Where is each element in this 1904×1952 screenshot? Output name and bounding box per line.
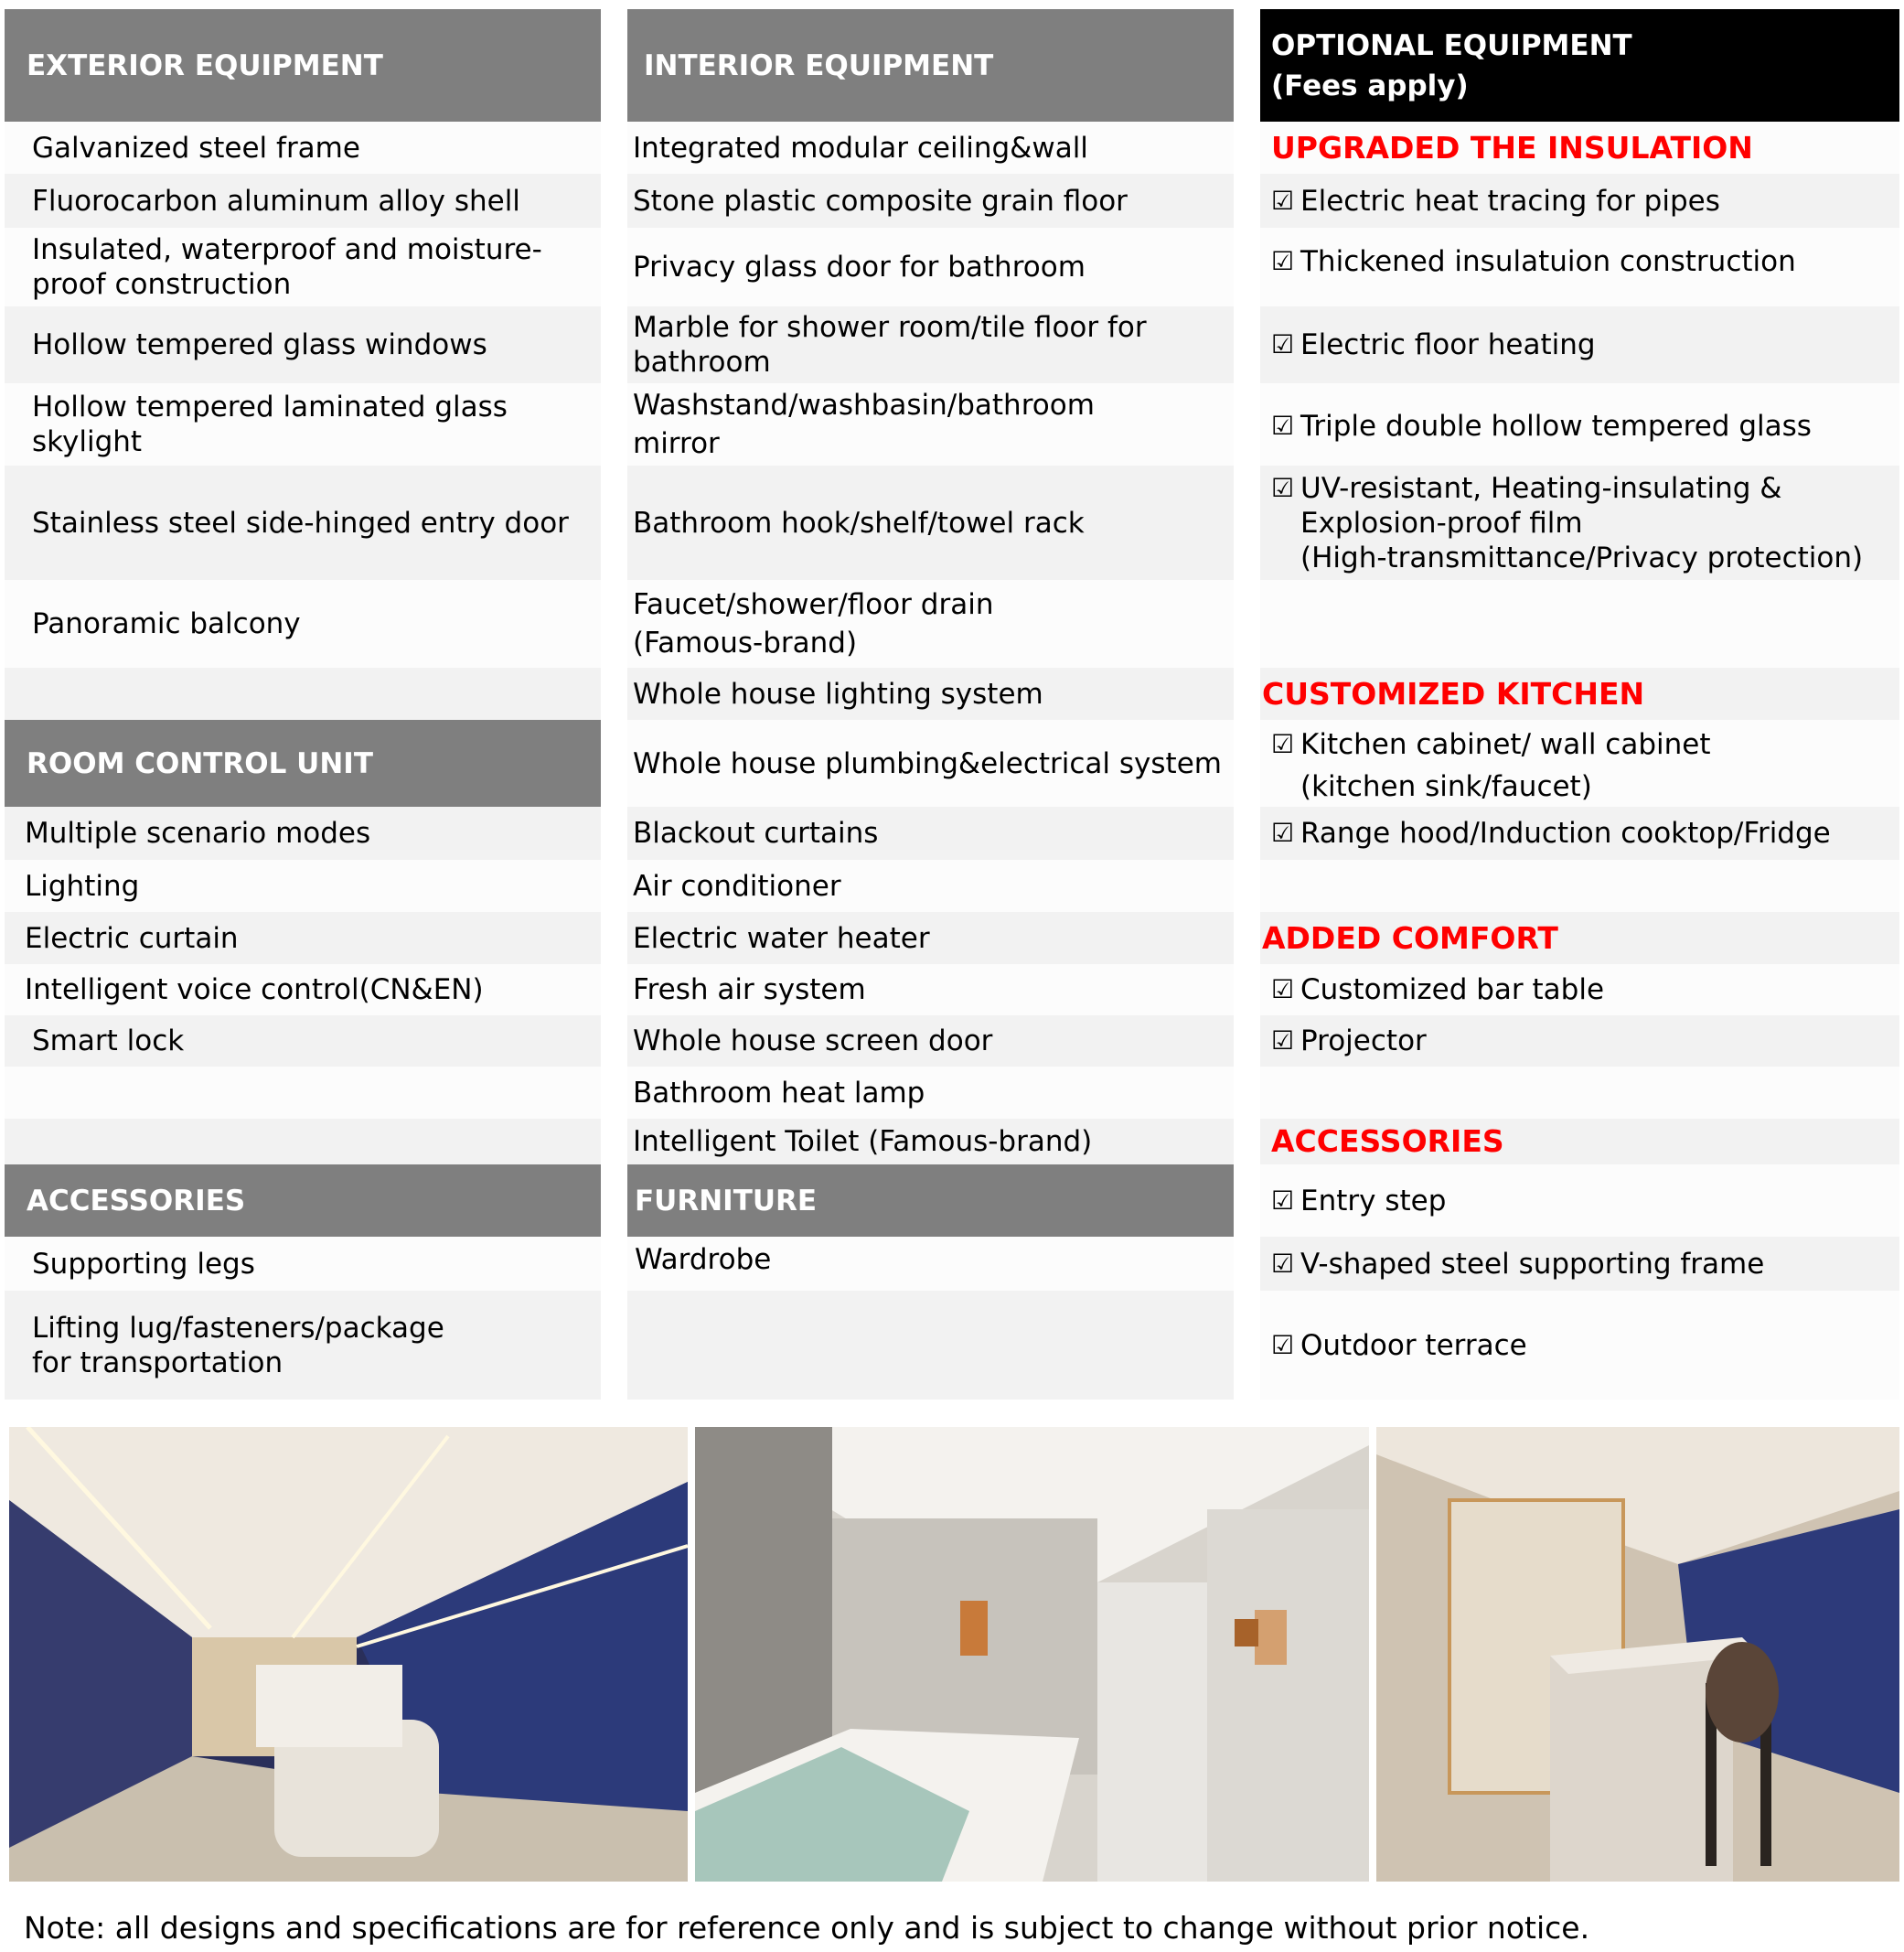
item-text: Electric heat tracing for pipes <box>1300 184 1720 218</box>
option-item-empty <box>1260 580 1899 668</box>
list-item <box>627 720 1234 807</box>
list-item <box>5 1291 601 1400</box>
item-text: Electric water heater <box>633 921 930 955</box>
list-item <box>627 466 1234 580</box>
list-item <box>627 306 1234 383</box>
option-item <box>1260 1015 1899 1067</box>
item-text: Integrated modular ceiling&wall <box>633 131 1088 165</box>
item-text: Stone plastic composite grain floor <box>633 184 1128 218</box>
furniture-title: FURNITURE <box>635 1184 818 1217</box>
checkbox-checked-icon: ☑ <box>1271 1025 1295 1056</box>
option-item <box>1260 1164 1899 1237</box>
checkbox-checked-icon: ☑ <box>1271 185 1295 216</box>
option-item <box>1260 383 1899 466</box>
item-text: Whole house plumbing&electrical system <box>633 746 1222 780</box>
option-item <box>1260 1237 1899 1291</box>
list-item <box>5 912 601 964</box>
bedroom-image <box>695 1427 1369 1882</box>
item-text: Hollow tempered glass windows <box>32 328 487 361</box>
list-item <box>5 466 601 580</box>
item-text: Bathroom hook/shelf/towel rack <box>633 506 1085 540</box>
section-title-comfort <box>1260 912 1899 964</box>
item-text: Insulated, waterproof and moisture- proof construction <box>32 233 542 301</box>
disclaimer-note: Note: all designs and specifications are for reference only and is subject to change without prior notice. <box>24 1910 1590 1946</box>
item-text: Smart lock <box>32 1024 185 1057</box>
option-item <box>1260 807 1899 860</box>
checkbox-checked-icon: ☑ <box>1271 1329 1295 1360</box>
exterior-equipment-title: EXTERIOR EQUIPMENT <box>27 48 383 82</box>
item-text: Faucet/shower/floor drain (Famous-brand) <box>633 588 994 660</box>
list-item <box>5 383 601 466</box>
option-item-empty <box>1260 860 1899 912</box>
item-text: Panoramic balcony <box>32 607 301 640</box>
item-text: Fresh air system <box>633 973 866 1006</box>
furniture-header <box>627 1164 1234 1237</box>
option-item <box>1260 1291 1899 1400</box>
section-title-text: ACCESSORIES <box>1271 1123 1504 1159</box>
list-item <box>627 807 1234 860</box>
item-text: Outdoor terrace <box>1300 1328 1527 1362</box>
item-text: Kitchen cabinet/ wall cabinet (kitchen sink/faucet) <box>1300 728 1711 803</box>
list-item <box>5 580 601 668</box>
list-item <box>627 668 1234 720</box>
accessories-header <box>5 1164 601 1237</box>
checkbox-checked-icon: ☑ <box>1271 1248 1295 1279</box>
checkbox-checked-icon: ☑ <box>1271 473 1295 503</box>
list-item <box>5 1237 601 1291</box>
fees-apply-note: (Fees apply) <box>1271 69 1469 102</box>
interior-equipment-title: INTERIOR EQUIPMENT <box>644 48 994 82</box>
item-text: Triple double hollow tempered glass <box>1300 410 1812 443</box>
photo-bar-table <box>1376 1427 1899 1882</box>
item-text: Customized bar table <box>1300 973 1605 1006</box>
item-text: Hollow tempered laminated glass skylight <box>32 391 508 458</box>
photo-bedroom <box>695 1427 1369 1882</box>
list-item <box>627 580 1234 668</box>
item-text: Washstand/washbasin/bathroom mirror <box>633 389 1095 460</box>
bar-table-image <box>1376 1427 1899 1882</box>
item-text: Entry step <box>1300 1184 1447 1217</box>
list-item <box>627 228 1234 306</box>
list-item <box>5 228 601 306</box>
checkbox-checked-icon: ☑ <box>1271 246 1295 276</box>
list-item <box>627 1237 1234 1291</box>
list-item <box>5 860 601 912</box>
list-item <box>5 174 601 228</box>
item-text: Whole house screen door <box>633 1024 993 1057</box>
option-item <box>1260 720 1899 807</box>
list-item <box>5 807 601 860</box>
item-text: Electric curtain <box>25 921 239 955</box>
option-item <box>1260 964 1899 1015</box>
list-item <box>627 1119 1234 1164</box>
option-item <box>1260 466 1899 580</box>
photo-living-room <box>9 1427 688 1882</box>
item-text: Range hood/Induction cooktop/Fridge <box>1300 817 1831 850</box>
item-text: Wardrobe <box>635 1243 772 1276</box>
section-title-insulation <box>1260 122 1899 174</box>
item-text: Intelligent Toilet (Famous-brand) <box>633 1125 1093 1158</box>
list-item <box>627 383 1234 466</box>
item-text: Stainless steel side-hinged entry door <box>32 506 569 540</box>
optional-equipment-header <box>1260 9 1899 122</box>
item-text: V-shaped steel supporting frame <box>1300 1247 1765 1281</box>
checkbox-checked-icon: ☑ <box>1271 729 1295 759</box>
list-item <box>5 122 601 174</box>
item-text: Privacy glass door for bathroom <box>633 251 1086 284</box>
interior-equipment-header <box>627 9 1234 122</box>
room-control-unit-header <box>5 720 601 807</box>
option-item-empty <box>1260 1067 1899 1119</box>
section-title-text: UPGRADED THE INSULATION <box>1271 129 1753 166</box>
list-item-empty <box>5 1067 601 1119</box>
list-item <box>5 964 601 1015</box>
optional-equipment-title: OPTIONAL EQUIPMENT <box>1271 28 1632 62</box>
exterior-equipment-header <box>5 9 601 122</box>
item-text: Blackout curtains <box>633 817 879 850</box>
list-item <box>627 1067 1234 1119</box>
item-text: Bathroom heat lamp <box>633 1076 925 1110</box>
list-item <box>627 860 1234 912</box>
living-room-image <box>9 1427 688 1882</box>
checkbox-checked-icon: ☑ <box>1271 1185 1295 1216</box>
checkbox-checked-icon: ☑ <box>1271 411 1295 441</box>
item-text: Intelligent voice control(CN&EN) <box>25 973 484 1006</box>
checkbox-checked-icon: ☑ <box>1271 329 1295 359</box>
item-text: Lighting <box>25 869 140 903</box>
option-item <box>1260 228 1899 306</box>
section-title-text: ADDED COMFORT <box>1262 919 1558 956</box>
list-item <box>627 122 1234 174</box>
item-text: Whole house lighting system <box>633 677 1043 711</box>
item-text: Thickened insulatuion construction <box>1300 245 1796 278</box>
list-item <box>627 912 1234 964</box>
item-text: Fluorocarbon aluminum alloy shell <box>32 184 520 218</box>
list-item <box>627 964 1234 1015</box>
room-control-unit-title: ROOM CONTROL UNIT <box>27 746 373 780</box>
list-item <box>627 174 1234 228</box>
list-item-empty <box>5 668 601 720</box>
checkbox-checked-icon: ☑ <box>1271 818 1295 848</box>
checkbox-checked-icon: ☑ <box>1271 974 1295 1004</box>
item-text: UV-resistant, Heating-insulating & Explosion-proof film (High-transmittance/Privacy protection) <box>1300 472 1864 574</box>
accessories-title: ACCESSORIES <box>27 1184 246 1217</box>
item-text: Galvanized steel frame <box>32 131 360 165</box>
item-text: Electric floor heating <box>1300 328 1596 361</box>
item-text: Air conditioner <box>633 869 841 903</box>
item-text: Supporting legs <box>32 1247 255 1281</box>
list-item <box>5 1015 601 1067</box>
list-item-empty <box>5 1119 601 1164</box>
list-item <box>627 1015 1234 1067</box>
section-title-accessories <box>1260 1119 1899 1164</box>
item-text: Projector <box>1300 1024 1427 1057</box>
item-text: Marble for shower room/tile floor for bathroom <box>633 311 1147 379</box>
item-text: Multiple scenario modes <box>25 817 371 850</box>
list-item-empty <box>627 1291 1234 1400</box>
option-item <box>1260 306 1899 383</box>
item-text: Lifting lug/fasteners/package for transportation <box>32 1311 444 1379</box>
list-item <box>5 306 601 383</box>
section-title-kitchen <box>1260 668 1899 720</box>
section-title-text: CUSTOMIZED KITCHEN <box>1262 675 1645 712</box>
option-item <box>1260 174 1899 228</box>
